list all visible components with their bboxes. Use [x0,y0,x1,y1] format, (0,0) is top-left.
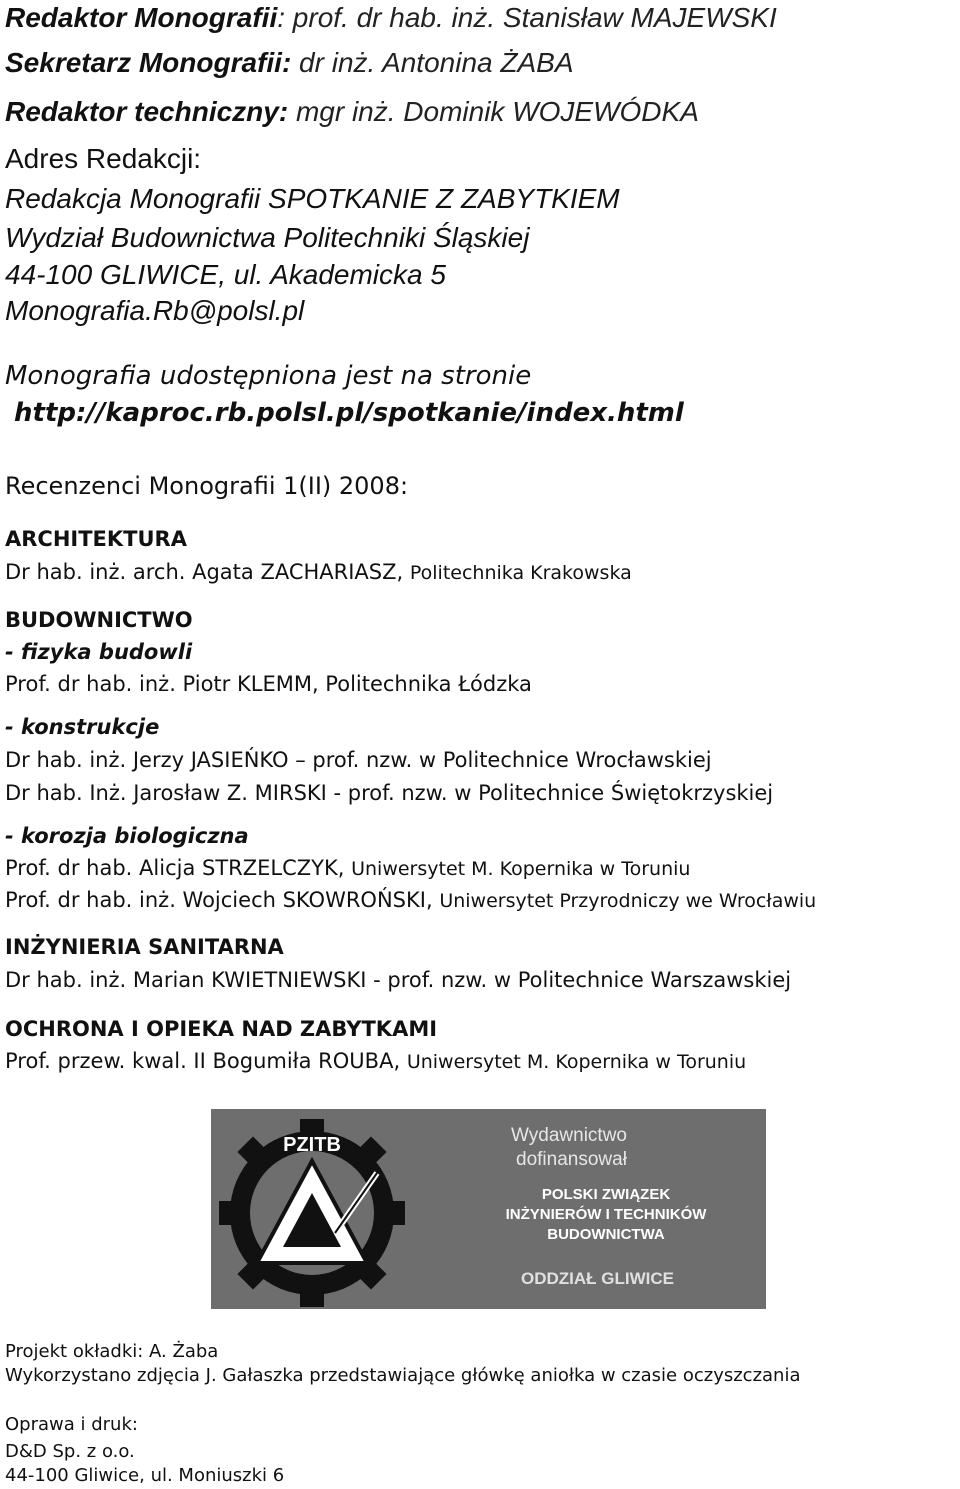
website-link[interactable]: http://kaproc.rb.polsl.pl/spotkanie/index.html [14,398,684,428]
emblem-text: PZITB [283,1134,341,1156]
photo-credit: Wykorzystano zdjęcia J. Gałaszka przedstawiające główkę aniołka w czasie oczyszczania [5,1365,801,1386]
address-line-3: 44-100 GLIWICE, ul. Akademicka 5 [5,259,446,290]
logo-line-2: dofinansował [516,1149,627,1170]
address-line-1: Redakcja Monografii SPOTKANIE Z ZABYTKIEM [5,183,620,214]
section-architecture: ARCHITEKTURA [5,527,187,551]
reviewer-name: Prof. przew. kwal. II Bogumiła ROUBA, [5,1049,407,1073]
section-sanitary-engineering: INŻYNIERIA SANITARNA [5,935,284,959]
tech-editor-label: Redaktor techniczny: [5,96,289,127]
logo-org-line-1: POLSKI ZWIĄZEK [541,1186,671,1203]
reviewer-skowronski [5,888,816,912]
reviewer-affiliation: Uniwersytet Przyrodniczy we Wrocławiu [439,890,817,912]
logo-organization [461,1185,751,1245]
reviewer-strzelczyk [5,856,690,880]
tech-editor-value: mgr inż. Dominik WOJEWÓDKA [288,96,699,127]
subsection-structures: - konstrukcje [5,715,160,739]
address-email[interactable]: Monografia.Rb@polsl.pl [5,295,305,326]
logo-line-1: Wydawnictwo [511,1125,627,1146]
reviewer-affiliation: Uniwersytet M. Kopernika w Toruniu [406,1051,747,1073]
reviewer-name: Dr hab. inż. arch. Agata ZACHARIASZ, [5,560,410,584]
section-heritage-protection: OCHRONA I OPIEKA NAD ZABYTKAMI [5,1017,438,1041]
editor-line [5,0,777,36]
reviewers-title: Recenzenci Monografii 1(II) 2008: [5,472,409,500]
address-line-2: Wydział Budownictwa Politechniki Śląskiej [5,222,530,253]
logo-org-line-2: INŻYNIERÓW I TECHNIKÓW [505,1206,707,1223]
reviewer-affiliation: Uniwersytet M. Kopernika w Toruniu [351,858,691,880]
reviewer-rouba [5,1049,746,1073]
secretary-value: dr inż. Antonina ŻABA [291,47,574,78]
address-title: Adres Redakcji: [5,143,202,174]
editor-colon: : [277,2,286,33]
pzitb-gear-emblem-icon [217,1113,417,1308]
subsection-building-physics: - fizyka budowli [5,640,193,664]
reviewer-jasienko: Dr hab. inż. Jerzy JASIEŃKO – prof. nzw. w Politechnice Wrocławskiej [5,748,712,772]
secretary-label: Sekretarz Monografii: [5,47,292,78]
subsection-biocorrosion: - korozja biologiczna [5,824,249,848]
editor-label: Redaktor Monografii [5,2,278,33]
sponsor-logo [211,1109,766,1309]
tech-editor-line [5,94,699,130]
reviewer-klemm: Prof. dr hab. inż. Piotr KLEMM, Politechnika Łódzka [5,672,532,696]
binding-title: Oprawa i druk: [5,1414,138,1435]
cover-credit: Projekt okładki: A. Żaba [5,1341,219,1362]
reviewer-kwietniewski: Dr hab. inż. Marian KWIETNIEWSKI - prof. nzw. w Politechnice Warszawskiej [5,968,792,992]
editor-value: prof. dr hab. inż. Stanisław MAJEWSKI [285,2,777,33]
reviewer-mirski: Dr hab. Inż. Jarosław Z. MIRSKI - prof. nzw. w Politechnice Świętokrzyskiej [5,781,774,805]
printer-name: D&D Sp. z o.o. [5,1441,135,1462]
logo-branch: ODDZIAŁ GLIWICE [521,1269,674,1288]
reviewer-affiliation: Politechnika Krakowska [409,562,632,584]
reviewer-name: Prof. dr hab. inż. Wojciech SKOWROŃSKI, [5,888,440,912]
printer-address: 44-100 Gliwice, ul. Moniuszki 6 [5,1465,285,1486]
section-construction: BUDOWNICTWO [5,608,193,632]
secretary-line [5,45,574,81]
reviewer-zachariasz [5,560,632,584]
availability-text: Monografia udostępniona jest na stronie [5,361,532,391]
logo-org-line-3: BUDOWNICTWA [547,1226,665,1243]
reviewer-name: Prof. dr hab. Alicja STRZELCZYK, [5,856,352,880]
